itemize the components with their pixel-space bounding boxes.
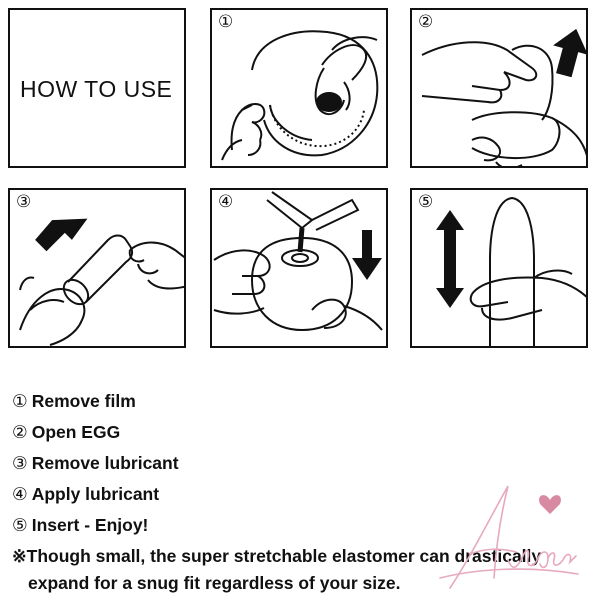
step-4-illustration [210, 188, 388, 348]
step-item-1: ① Remove film [12, 391, 136, 412]
step-label: Insert - Enjoy! [31, 515, 149, 535]
step-5-illustration [410, 188, 588, 348]
remove-lubricant-drawing [10, 190, 186, 348]
step-label: Apply lubricant [31, 484, 160, 504]
brand-logo-watermark [430, 478, 580, 593]
step-2-illustration [410, 8, 588, 168]
page-title: HOW TO USE [20, 76, 173, 102]
step-item-5: ⑤ Insert - Enjoy! [12, 515, 149, 536]
step-item-2: ② Open EGG [12, 422, 121, 443]
heart-icon [539, 495, 561, 514]
step-5-number: ⑤ [418, 192, 434, 212]
step-1-number: ① [218, 12, 234, 32]
step-item-3: ③ Remove lubricant [12, 453, 179, 474]
title-panel [8, 8, 186, 168]
note-line-2: expand for a snug fit regardless of your size. [28, 573, 401, 593]
step-3-number: ③ [16, 192, 32, 212]
step-item-4: ④ Apply lubricant [12, 484, 160, 505]
step-label: Remove lubricant [31, 453, 179, 473]
steps-list [12, 386, 179, 541]
step-1-illustration [210, 8, 388, 168]
insert-drawing [412, 190, 588, 348]
step-label: Open EGG [31, 422, 121, 442]
open-egg-drawing [412, 10, 588, 168]
remove-film-drawing [212, 10, 388, 168]
step-3-illustration [8, 188, 186, 348]
step-4-number: ④ [218, 192, 234, 212]
apply-lubricant-drawing [212, 190, 388, 348]
step-label: Remove film [31, 391, 136, 411]
note-line-1: ※Though small, the super stretchable elastomer can drastically [12, 546, 542, 566]
step-2-number: ② [418, 12, 434, 32]
